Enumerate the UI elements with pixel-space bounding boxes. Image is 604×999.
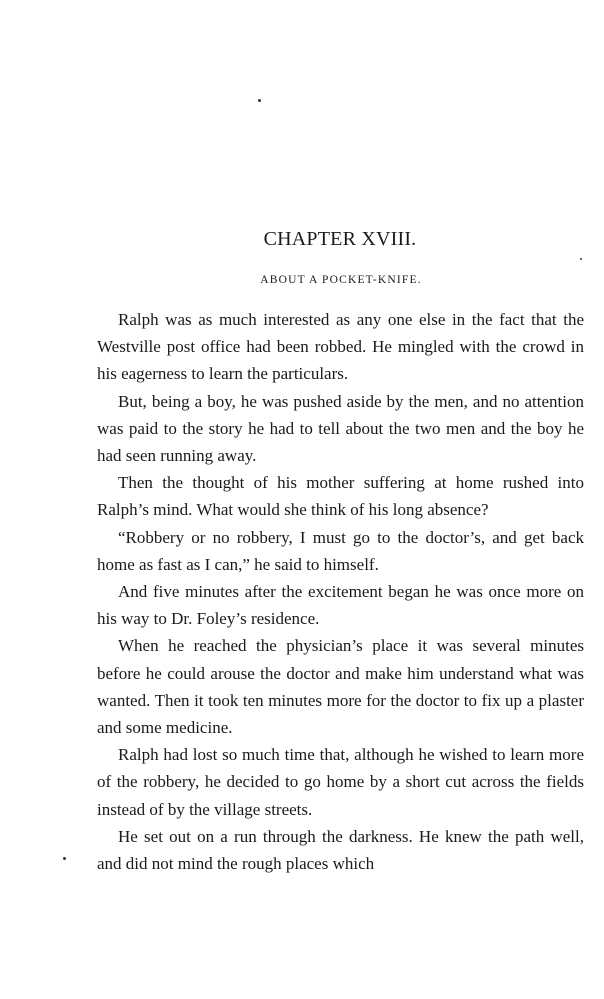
chapter-subtitle: ABOUT A POCKET-KNIFE.	[260, 274, 422, 286]
paragraph: “Robbery or no robbery, I must go to the doctor’s, and get back home as fast as I can,” he said to himself.	[97, 527, 584, 574]
ink-speck	[580, 258, 582, 260]
paragraph: But, being a boy, he was pushed aside by the men, and no attention was paid to the story he had to tell about the two men and the boy he had seen running away.	[97, 391, 584, 466]
ink-speck	[63, 857, 66, 860]
paragraph: And five minutes after the excitement began he was once more on his way to Dr. Foley’s residence.	[97, 582, 584, 629]
paragraph: When he reached the physician’s place it was several minutes before he could arouse the doctor and make him understand what was wanted. Then it took ten minutes more for the doctor to fix up a plaster and some medicine.	[97, 636, 584, 738]
ink-speck	[258, 99, 261, 102]
paragraph: Ralph was as much interested as any one else in the fact that the Westville post office had been robbed. He mingled with the crowd in his eagerness to learn the particulars.	[97, 310, 584, 384]
paragraph: He set out on a run through the darkness. He knew the path well, and did not mind the rough places which	[97, 826, 584, 874]
body-text	[97, 306, 584, 877]
paragraph: Then the thought of his mother suffering at home rushed into Ralph’s mind. What would she think of his long absence?	[97, 473, 584, 520]
chapter-title: CHAPTER XVIII.	[263, 228, 417, 250]
paragraph: Ralph had lost so much time that, although he wished to learn more of the robbery, he decided to go home by a short cut across the fields instead of by the village streets.	[97, 745, 584, 819]
